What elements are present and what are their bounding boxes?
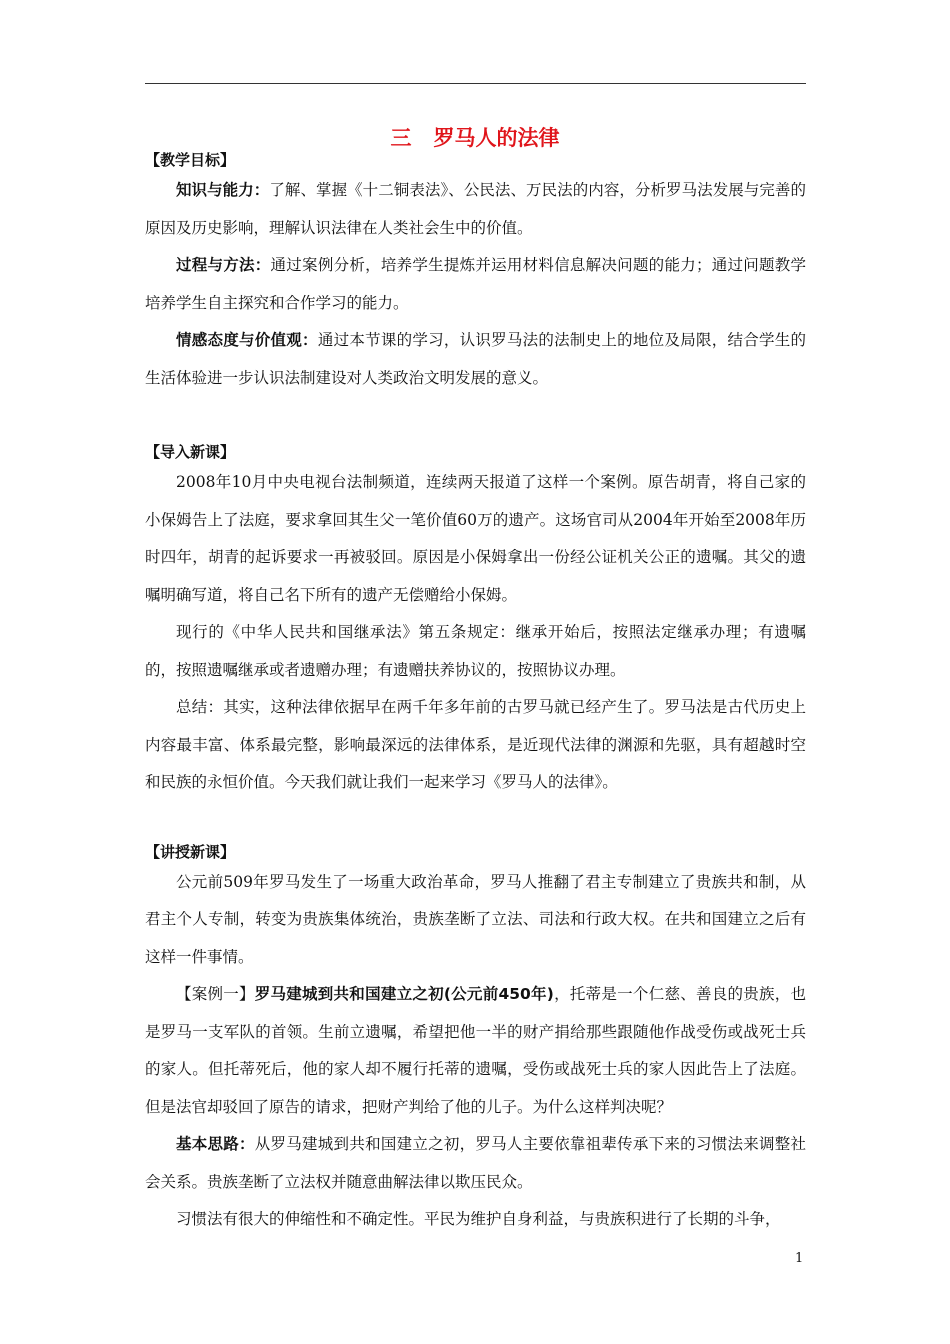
header-rule bbox=[145, 83, 806, 84]
case-bold: 罗马建城到共和国建立之初(公元前450年) bbox=[254, 985, 554, 1003]
goal-emotion bbox=[145, 322, 806, 397]
title-text: 罗马人的法律 bbox=[433, 126, 560, 150]
goal-label: 情感态度与价值观： bbox=[176, 331, 318, 349]
idea-text: 从罗马建城到共和国建立之初，罗马人主要依靠祖辈传承下来的习惯法来调整社会关系。贵族垄断了立法权并随意曲解法律以欺压民众。 bbox=[145, 1135, 806, 1191]
section-heading-lecture: 【讲授新课】 bbox=[145, 842, 236, 861]
section-heading-intro: 【导入新课】 bbox=[145, 443, 236, 461]
intro-para: 2008年10月中央电视台法制频道，连续两天报道了这样一个案例。原告胡青，将自己家的小保姆告上了法庭，要求拿回其生父一笔价值60万的遗产。这场官司从2004年开始至2008年历时四年，胡青的起诉要求一再被驳回。原因是小保姆拿出一份经公证机关公正的遗嘱。其父的遗嘱明确写道，将自己名下所有的遗产无偿赠给小保姆。 bbox=[145, 473, 806, 604]
intro-para: 总结：其实，这种法律依据早在两千年多年前的古罗马就已经产生了。罗马法是古代历史上内容最丰富、体系最完整，影响最深远的法律体系，是近现代法律的渊源和先驱，具有超越时空和民族的永恒价值。今天我们就让我们一起来学习《罗马人的法律》。 bbox=[145, 698, 806, 791]
document-body bbox=[145, 148, 806, 1239]
lecture-para-last: 习惯法有很大的伸缩性和不确定性。平民为维护自身利益，与贵族积进行了长期的斗争， bbox=[176, 1210, 781, 1228]
title-number: 三 bbox=[390, 126, 412, 150]
goal-label: 知识与能力： bbox=[176, 181, 270, 199]
lecture-para: 公元前509年罗马发生了一场重大政治革命，罗马人推翻了君主专制建立了贵族共和制，从君主个人专制，转变为贵族集体统治，贵族垄断了立法、司法和行政大权。在共和国建立之后有这样一件事情。 bbox=[145, 872, 806, 966]
goal-text: 通过本节课的学习，认识罗马法的法制史上的地位及局限，结合学生的生活体验进一步认识法制建设对人类政治文明发展的意义。 bbox=[145, 331, 806, 387]
basic-idea bbox=[145, 1126, 806, 1201]
goal-knowledge bbox=[145, 172, 806, 247]
goal-text: 了解、掌握《十二铜表法》、公民法、万民法的内容，分析罗马法发展与完善的原因及历史影响，理解认识法律在人类社会生中的价值。 bbox=[145, 181, 806, 237]
page-number: 1 bbox=[795, 1251, 804, 1266]
goal-label: 过程与方法： bbox=[176, 256, 271, 274]
case-label: 【案例一】 bbox=[176, 985, 255, 1003]
case-text: ，托蒂是一个仁慈、善良的贵族，也是罗马一支军队的首领。生前立遗嘱，希望把他一半的财产捐给那些跟随他作战受伤或战死士兵的家人。但托蒂死后，他的家人却不履行托蒂的遗嘱，受伤或战死士兵的家人因此告上了法庭。但是法官却驳回了原告的请求，把财产判给了他的儿子。为什么这样判决呢？ bbox=[145, 985, 806, 1116]
section-heading-goals: 【教学目标】 bbox=[145, 151, 236, 169]
goal-text: 通过案例分析，培养学生提炼并运用材料信息解决问题的能力；通过问题教学培养学生自主探究和合作学习的能力。 bbox=[145, 256, 806, 312]
intro-para: 现行的《中华人民共和国继承法》第五条规定：继承开始后，按照法定继承办理；有遗嘱的，按照遗嘱继承或者遗赠办理；有遗赠扶养协议的，按照协议办理。 bbox=[145, 623, 806, 679]
goal-process bbox=[145, 247, 806, 322]
idea-label: 基本思路： bbox=[176, 1135, 255, 1153]
case-one bbox=[145, 976, 806, 1126]
